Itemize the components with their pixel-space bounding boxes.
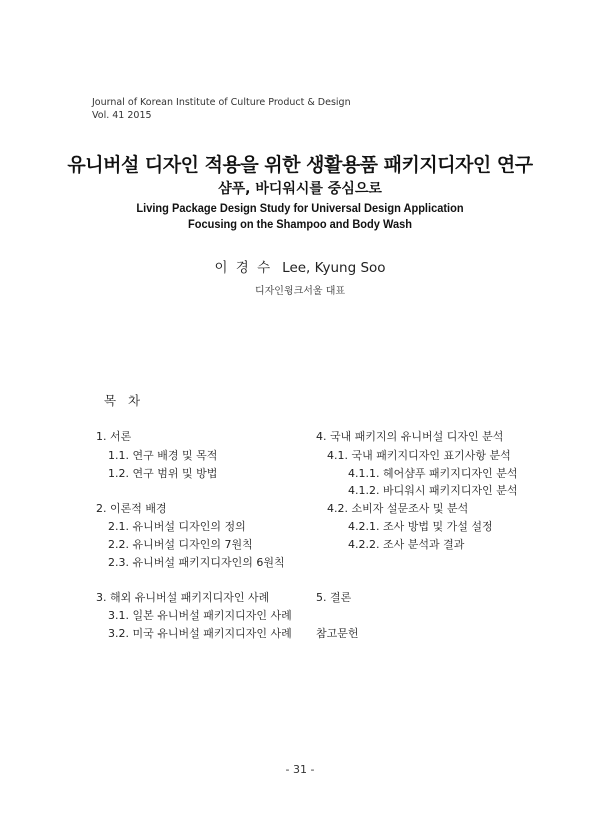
toc-item: 2.1. 유니버설 디자인의 정의 (108, 520, 246, 533)
toc-item: 3.1. 일본 유니버설 패키지디자인 사례 (108, 609, 292, 622)
title-english (24, 200, 576, 232)
page-number: - 31 - (285, 763, 315, 776)
toc-item: 4.1. 국내 패키지디자인 표기사항 분석 (327, 449, 511, 462)
journal-header (92, 96, 351, 122)
author-name-korean: 이 경 수 (214, 260, 273, 276)
toc-item: 4.2.2. 조사 분석과 결과 (348, 538, 465, 551)
title-english-line1: Living Package Design Study for Universal Design Application (136, 201, 464, 215)
journal-name: Journal of Korean Institute of Culture Product & Design (92, 97, 351, 108)
toc-item: 4.2.1. 조사 방법 및 가설 설정 (348, 520, 493, 533)
title-korean: 유니버설 디자인 적용을 위한 생활용품 패키지디자인 연구 (67, 154, 533, 176)
toc-item: 1. 서론 (96, 430, 132, 443)
journal-volume: Vol. 41 2015 (92, 110, 152, 121)
toc-item: 4.2. 소비자 설문조사 및 분석 (327, 502, 469, 515)
toc-heading: 목 차 (104, 393, 145, 408)
author-affiliation: 디자인윙크서울 대표 (254, 286, 346, 297)
toc-item: 4. 국내 패키지의 유니버설 디자인 분석 (316, 430, 504, 443)
author-name-english: Lee, Kyung Soo (282, 260, 386, 276)
title-english-line2: Focusing on the Shampoo and Body Wash (187, 217, 413, 231)
toc-item: 3.2. 미국 유니버설 패키지디자인 사례 (108, 627, 292, 640)
toc-item: 2.3. 유니버설 패키지디자인의 6원칙 (108, 556, 285, 569)
toc-item: 4.1.1. 헤어샴푸 패키지디자인 분석 (348, 467, 518, 480)
toc-item: 참고문헌 (316, 627, 359, 640)
toc-item: 4.1.2. 바디워시 패키지디자인 분석 (348, 484, 518, 497)
toc-item: 1.1. 연구 배경 및 목적 (108, 449, 218, 462)
toc-item: 2.2. 유니버설 디자인의 7원칙 (108, 538, 253, 551)
author (0, 256, 600, 276)
toc-item: 5. 결론 (316, 591, 352, 604)
subtitle-korean: 샴푸, 바디워시를 중심으로 (218, 181, 382, 197)
toc-item: 2. 이론적 배경 (96, 502, 167, 515)
toc-item: 1.2. 연구 범위 및 방법 (108, 467, 218, 480)
toc-item: 3. 해외 유니버설 패키지디자인 사례 (96, 591, 270, 604)
